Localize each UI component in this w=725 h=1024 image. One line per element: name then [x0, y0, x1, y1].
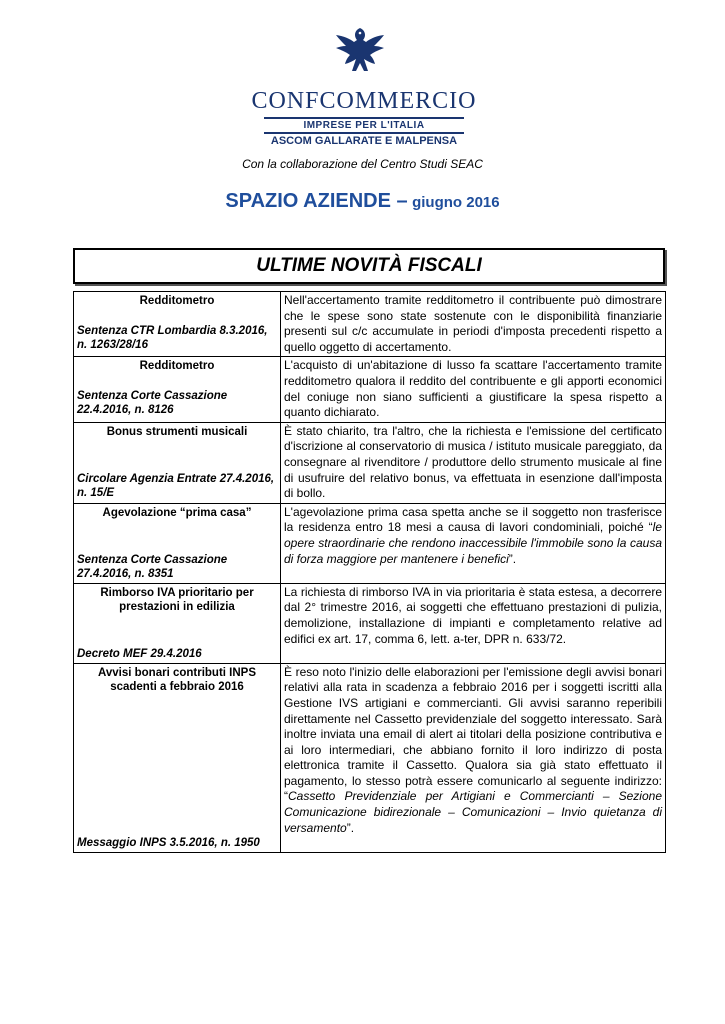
title-main: SPAZIO AZIENDE –	[225, 190, 408, 212]
collaboration-note: Con la collaborazione del Centro Studi SEAC	[242, 157, 483, 171]
source-reference: Decreto MEF 29.4.2016	[77, 647, 202, 660]
topic-cell	[74, 663, 281, 852]
table-row	[74, 583, 666, 663]
description-text: Nell'accertamento tramite redditometro il contribuente può dimostrare che le spese sono state sostenute con le disponibilità finanziarie presenti sul c/c accumulate in periodi d'imposta precedenti rispetto a quello oggetto di accertamento.	[284, 293, 662, 354]
topic-title: Redditometro	[139, 295, 215, 307]
logo-tagline: IMPRESE PER L'ITALIA	[303, 120, 425, 131]
title-date: giugno 2016	[412, 194, 500, 211]
description-text: L'agevolazione prima casa spetta anche se il soggetto non trasferisce la residenza entro 18 mesi a causa di lavori condominiali, poiché “le opere straordinarie che rendono inaccessibile l'immobile sono la causa di forza maggiore per mantenere i benefici”.	[284, 504, 662, 566]
source-reference: Sentenza CTR Lombardia 8.3.2016, n. 1263/28/16	[77, 325, 268, 351]
source-reference: Messaggio INPS 3.5.2016, n. 1950	[77, 836, 260, 849]
table-row	[74, 422, 666, 503]
source-reference: Circolare Agenzia Entrate 27.4.2016, n. 15/E	[77, 472, 275, 499]
topic-cell	[74, 583, 281, 663]
topic-title: Rimborso IVA prioritario per prestazioni in edilizia	[100, 586, 254, 613]
italic-quote: le opere straordinarie che rendono inaccessibile l'immobile sono la causa di forza maggiore per mantenere i benefici	[284, 520, 662, 566]
description-cell	[281, 357, 666, 422]
description-cell	[281, 292, 666, 357]
topic-cell	[74, 422, 281, 503]
topic-cell	[74, 292, 281, 357]
description-cell	[281, 663, 666, 852]
topic-title: Agevolazione “prima casa”	[102, 506, 252, 519]
source-reference: Sentenza Corte Cassazione 22.4.2016, n. 8126	[77, 390, 228, 417]
section-banner: ULTIME NOVITÀ FISCALI	[73, 248, 665, 284]
logo-name: CONFCOMMERCIO	[251, 88, 477, 114]
logo-branch: ASCOM GALLARATE E MALPENSA	[270, 135, 458, 147]
topic-title: Avvisi bonari contributi INPS scadenti a febbraio 2016	[97, 666, 257, 693]
description-text: È stato chiarito, tra l'altro, che la richiesta e l'emissione del certificato d'iscrizione al conservatorio di musica / istituto musicale pareggiato, da consegnare al rivenditore / produttore dello strumento musicale al fine di usufruire del relativo bonus, va effettuata in esenzione dall'imposta di bollo.	[284, 423, 662, 501]
logo-divider	[264, 117, 464, 119]
description-cell	[281, 422, 666, 503]
topic-cell	[74, 357, 281, 422]
topic-title: Redditometro	[139, 360, 215, 373]
confcommercio-logo	[250, 22, 478, 146]
table-row	[74, 357, 666, 422]
logo-divider	[264, 132, 464, 134]
description-text: La richiesta di rimborso IVA in via prioritaria è stata estesa, a decorrere dal 2° trimestre 2016, ai soggetti che effettuano prestazioni di pulizia, demolizione, installazione di impianti e completamento relative ad edifici ex art. 17, comma 6, lett. a-ter, DPR n. 633/72.	[284, 584, 662, 646]
description-text: L'acquisto di un'abitazione di lusso fa scattare l'accertamento tramite redditometro qualora il reddito del contribuente e gli apporti economici del coniuge non siano sufficienti a giustificare la spesa rispetto a quanto dichiarato.	[284, 358, 662, 420]
page-title	[0, 190, 725, 213]
table-row	[74, 663, 666, 852]
description-cell	[281, 503, 666, 583]
description-text: È reso noto l'inizio delle elaborazioni per l'emissione degli avvisi bonari relativi alla rata in scadenza a febbraio 2016 per i soggetti iscritti alla Gestione IVS artigiani e commercianti. Gli avvisi saranno reperibili direttamente nel Cassetto previdenziale del soggetto interessato. Sarà inoltre inviata una email di alert ai titolari della posizione contributiva e ai loro intermediari, che abbiano fornito il loro indirizzo di posta elettronica tramite il Cassetto. Qualora sia già stato effettuato il pagamento, lo stesso potrà essere comunicarlo al seguente indirizzo: “Cassetto Previdenziale per Artigiani e Commercianti – Sezione Comunicazione bidirezionale – Comunicazioni – Invio quietanza di versamento”.	[284, 664, 662, 835]
source-reference: Sentenza Corte Cassazione 27.4.2016, n. 8351	[77, 553, 228, 580]
table-row	[74, 292, 666, 357]
description-cell	[281, 583, 666, 663]
topic-cell	[74, 503, 281, 583]
table-row	[74, 503, 666, 583]
eagle-icon	[330, 22, 394, 86]
topic-title: Bonus strumenti musicali	[106, 425, 248, 438]
italic-quote: Cassetto Previdenziale per Artigiani e Commercianti – Sezione Comunicazione bidirezionale – Comunicazioni – Invio quietanza di versamento	[284, 789, 662, 835]
news-table	[73, 291, 666, 853]
